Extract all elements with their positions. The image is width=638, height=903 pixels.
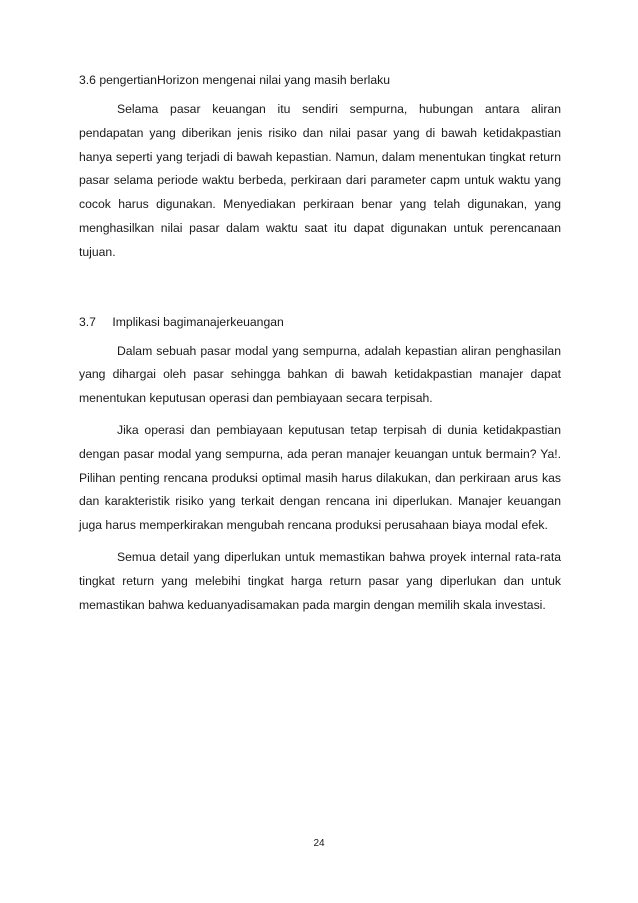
section-heading-3-6 — [79, 70, 561, 90]
section-number: 3.6 — [79, 73, 96, 87]
section-title: pengertianHorizon mengenai nilai yang masih berlaku — [99, 73, 390, 87]
section-heading-3-7 — [79, 312, 561, 332]
paragraph: Semua detail yang diperlukan untuk memastikan bahwa proyek internal rata-rata tingkat return yang melebihi tingkat harga return pasar yang diperlukan dan untuk memastikan bahwa keduanyadisamakan pada margin dengan memilih skala investasi. — [79, 549, 561, 612]
page-number: 24 — [313, 838, 325, 849]
section-number: 3.7 — [79, 314, 96, 329]
paragraph: Selama pasar keuangan itu sendiri sempurna, hubungan antara aliran pendapatan yang diberikan jenis risiko dan nilai pasar yang di bawah ketidakpastian hanya seperti yang terjadi di bawah kepastian. Namun, dalam menentukan tingkat return pasar selama periode waktu berbeda, perkiraan dari parameter capm untuk waktu yang cocok harus digunakan. Menyediakan perkiraan benar yang telah digunakan, yang menghasilkan nilai pasar dalam waktu saat itu dapat digunakan untuk perencanaan tujuan. — [79, 102, 561, 259]
paragraph: Dalam sebuah pasar modal yang sempurna, adalah kepastian aliran penghasilan yang dihargai oleh pasar sehingga bahkan di bawah ketidakpastian manajer dapat menentukan keputusan operasi dan pembiayaan secara terpisah. — [79, 343, 561, 406]
paragraph: Jika operasi dan pembiayaan keputusan tetap terpisah di dunia ketidakpastian dengan pasar modal yang sempurna, ada peran manajer keuangan untuk bermain? Ya!. Pilihan penting rencana produksi optimal masih harus dilakukan, dan perkiraan arus kas dan karakteristik risiko yang terkait dengan rencana ini diperlukan. Manajer keuangan juga harus memperkirakan mengubah rencana produksi perusahaan biaya modal efek. — [79, 422, 561, 533]
section-title: Implikasi bagimanajerkeuangan — [112, 314, 284, 329]
document-page — [79, 70, 561, 625]
